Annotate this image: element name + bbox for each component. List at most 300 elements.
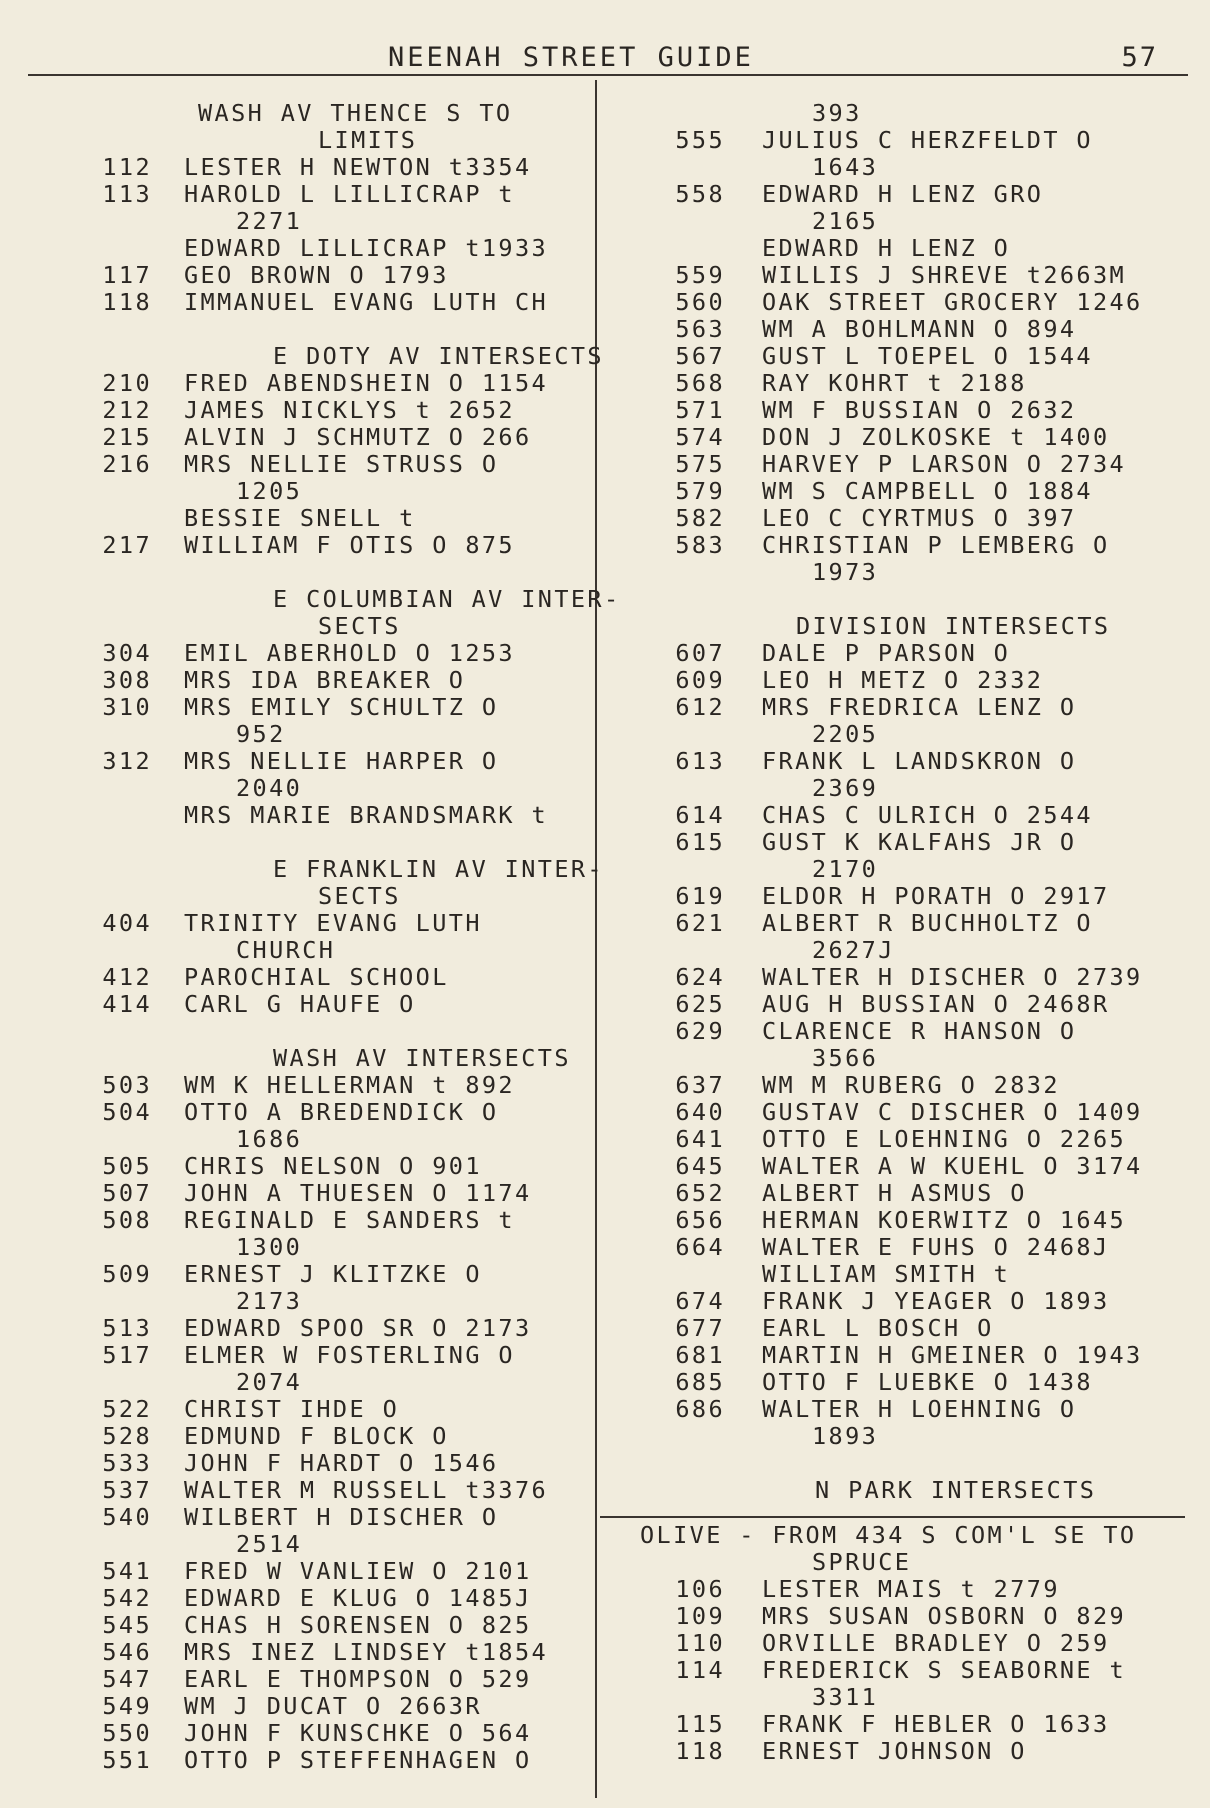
entry-text: DIVISION INTERSECTS bbox=[796, 612, 1111, 640]
house-number: 115 bbox=[675, 1710, 725, 1738]
entry-text: WASH AV THENCE S TO bbox=[198, 99, 513, 127]
house-number: 637 bbox=[675, 1071, 725, 1099]
resident-name: PAROCHIAL SCHOOL bbox=[184, 963, 449, 991]
house-number: 645 bbox=[675, 1152, 725, 1180]
house-number: 507 bbox=[102, 1179, 152, 1207]
resident-name: RAY KOHRT t 2188 bbox=[762, 369, 1027, 397]
directory-entry bbox=[88, 1477, 588, 1504]
house-number: 574 bbox=[675, 423, 725, 451]
house-number: 677 bbox=[675, 1314, 725, 1342]
resident-name: ALVIN J SCHMUTZ O 266 bbox=[184, 423, 532, 451]
directory-entry bbox=[640, 1711, 1200, 1738]
resident-name: CHRIS NELSON O 901 bbox=[184, 1152, 482, 1180]
directory-entry bbox=[88, 991, 588, 1018]
directory-entry bbox=[88, 775, 588, 802]
house-number: 652 bbox=[675, 1179, 725, 1207]
resident-name: WALTER M RUSSELL t3376 bbox=[184, 1476, 549, 1504]
directory-entry bbox=[640, 181, 1200, 208]
entry-text: WASH AV INTERSECTS bbox=[273, 1044, 571, 1072]
directory-entry bbox=[640, 1342, 1200, 1369]
resident-name: GUSTAV C DISCHER O 1409 bbox=[762, 1098, 1143, 1126]
blank-line bbox=[88, 559, 588, 586]
directory-entry bbox=[88, 532, 588, 559]
directory-entry bbox=[640, 775, 1200, 802]
directory-entry bbox=[640, 883, 1200, 910]
entry-text: 2170 bbox=[812, 855, 879, 883]
house-number: 686 bbox=[675, 1395, 725, 1423]
street-heading bbox=[88, 100, 588, 127]
resident-name: FRED W VANLIEW O 2101 bbox=[184, 1557, 532, 1585]
directory-entry bbox=[88, 1558, 588, 1585]
resident-name: WM S CAMPBELL O 1884 bbox=[762, 477, 1093, 505]
entry-text: 2627J bbox=[812, 936, 895, 964]
resident-name: WM K HELLERMAN t 892 bbox=[184, 1071, 515, 1099]
resident-name: ELDOR H PORATH O 2917 bbox=[762, 882, 1110, 910]
resident-name: JULIUS C HERZFELDT O bbox=[762, 126, 1093, 154]
house-number: 640 bbox=[675, 1098, 725, 1126]
directory-entry bbox=[88, 937, 588, 964]
resident-name: MRS IDA BREAKER O bbox=[184, 666, 466, 694]
resident-name: CHAS C ULRICH O 2544 bbox=[762, 801, 1093, 829]
house-number: 517 bbox=[102, 1341, 152, 1369]
house-number: 109 bbox=[675, 1602, 725, 1630]
street-heading bbox=[640, 1522, 1200, 1549]
resident-name: JOHN A THUESEN O 1174 bbox=[184, 1179, 532, 1207]
directory-entry bbox=[640, 829, 1200, 856]
directory-entry bbox=[88, 721, 588, 748]
directory-entry bbox=[88, 397, 588, 424]
house-number: 549 bbox=[102, 1692, 152, 1720]
page-header bbox=[28, 36, 1188, 76]
resident-name: BESSIE SNELL t bbox=[184, 504, 416, 532]
entry-text: 952 bbox=[236, 720, 286, 748]
entry-text: 1686 bbox=[236, 1125, 303, 1153]
house-number: 216 bbox=[102, 450, 152, 478]
house-number: 304 bbox=[102, 639, 152, 667]
resident-name: JOHN F KUNSCHKE O 564 bbox=[184, 1719, 532, 1747]
resident-name: WM M RUBERG O 2832 bbox=[762, 1071, 1060, 1099]
house-number: 641 bbox=[675, 1125, 725, 1153]
directory-entry bbox=[640, 1180, 1200, 1207]
house-number: 113 bbox=[102, 180, 152, 208]
entry-text: E FRANKLIN AV INTER- bbox=[273, 855, 604, 883]
directory-entry bbox=[640, 640, 1200, 667]
directory-entry bbox=[640, 991, 1200, 1018]
house-number: 559 bbox=[675, 261, 725, 289]
directory-entry bbox=[640, 1549, 1200, 1576]
directory-entry bbox=[88, 748, 588, 775]
directory-entry bbox=[640, 1684, 1200, 1711]
house-number: 624 bbox=[675, 963, 725, 991]
directory-entry bbox=[640, 1630, 1200, 1657]
entry-text: SECTS bbox=[318, 612, 401, 640]
entry-text: 1205 bbox=[236, 477, 303, 505]
resident-name: OTTO A BREDENDICK O bbox=[184, 1098, 499, 1126]
house-number: 547 bbox=[102, 1665, 152, 1693]
entry-text: SPRUCE bbox=[812, 1548, 912, 1576]
directory-entry bbox=[640, 721, 1200, 748]
resident-name: LEO C CYRTMUS O 397 bbox=[762, 504, 1077, 532]
street-heading bbox=[88, 1045, 588, 1072]
entry-text: 2514 bbox=[236, 1530, 303, 1558]
directory-entry bbox=[640, 1126, 1200, 1153]
blank-line bbox=[640, 586, 1200, 613]
resident-name: WILLIAM SMITH t bbox=[762, 1260, 1011, 1288]
resident-name: MARTIN H GMEINER O 1943 bbox=[762, 1341, 1143, 1369]
resident-name: OTTO E LOEHNING O 2265 bbox=[762, 1125, 1127, 1153]
column-divider bbox=[595, 80, 597, 1798]
resident-name: ELMER W FOSTERLING O bbox=[184, 1341, 515, 1369]
blank-line bbox=[640, 1450, 1200, 1477]
entry-text: 393 bbox=[812, 99, 862, 127]
directory-entry bbox=[640, 208, 1200, 235]
resident-name: FRANK L LANDSKRON O bbox=[762, 747, 1077, 775]
directory-entry bbox=[640, 316, 1200, 343]
directory-entry bbox=[640, 1288, 1200, 1315]
resident-name: JOHN F HARDT O 1546 bbox=[184, 1449, 499, 1477]
directory-entry bbox=[88, 640, 588, 667]
house-number: 567 bbox=[675, 342, 725, 370]
entry-text: 2165 bbox=[812, 207, 879, 235]
resident-name: MRS FREDRICA LENZ O bbox=[762, 693, 1077, 721]
directory-entry bbox=[88, 262, 588, 289]
blank-line bbox=[88, 1018, 588, 1045]
house-number: 522 bbox=[102, 1395, 152, 1423]
directory-entry bbox=[88, 694, 588, 721]
resident-name: ERNEST JOHNSON O bbox=[762, 1737, 1027, 1765]
resident-name: MRS NELLIE STRUSS O bbox=[184, 450, 499, 478]
right-column bbox=[640, 100, 1200, 1765]
directory-entry bbox=[640, 100, 1200, 127]
directory-entry bbox=[88, 1072, 588, 1099]
street-heading bbox=[88, 883, 588, 910]
directory-entry bbox=[640, 1576, 1200, 1603]
street-heading bbox=[640, 613, 1200, 640]
resident-name: MRS MARIE BRANDSMARK t bbox=[184, 801, 549, 829]
resident-name: EDMUND F BLOCK O bbox=[184, 1422, 449, 1450]
directory-entry bbox=[88, 1585, 588, 1612]
house-number: 558 bbox=[675, 180, 725, 208]
house-number: 582 bbox=[675, 504, 725, 532]
resident-name: WILLIAM F OTIS O 875 bbox=[184, 531, 515, 559]
entry-text: E DOTY AV INTERSECTS bbox=[273, 342, 604, 370]
directory-entry bbox=[88, 802, 588, 829]
directory-entry bbox=[640, 1234, 1200, 1261]
street-heading bbox=[88, 342, 604, 370]
resident-name: FRED ABENDSHEIN O 1154 bbox=[184, 369, 549, 397]
directory-entry bbox=[640, 802, 1200, 829]
directory-entry bbox=[640, 127, 1200, 154]
street-heading bbox=[88, 613, 588, 640]
directory-entry bbox=[640, 397, 1200, 424]
directory-entry bbox=[640, 343, 1200, 370]
resident-name: EDWARD E KLUG O 1485J bbox=[184, 1584, 532, 1612]
house-number: 563 bbox=[675, 315, 725, 343]
entry-text: 2369 bbox=[812, 774, 879, 802]
house-number: 217 bbox=[102, 531, 152, 559]
resident-name: HAROLD L LILLICRAP t bbox=[184, 180, 515, 208]
street-heading bbox=[88, 127, 588, 154]
house-number: 212 bbox=[102, 396, 152, 424]
house-number: 664 bbox=[675, 1233, 725, 1261]
directory-entry bbox=[88, 1153, 588, 1180]
directory-entry bbox=[640, 1045, 1200, 1072]
resident-name: CHRISTIAN P LEMBERG O bbox=[762, 531, 1110, 559]
directory-entry bbox=[88, 1261, 588, 1288]
house-number: 579 bbox=[675, 477, 725, 505]
resident-name: EARL L BOSCH O bbox=[762, 1314, 994, 1342]
street-heading bbox=[640, 1477, 1200, 1504]
resident-name: FRANK J YEAGER O 1893 bbox=[762, 1287, 1110, 1315]
resident-name: EDWARD LILLICRAP t1933 bbox=[184, 234, 549, 262]
house-number: 310 bbox=[102, 693, 152, 721]
directory-entry bbox=[640, 1099, 1200, 1126]
house-number: 685 bbox=[675, 1368, 725, 1396]
house-number: 112 bbox=[102, 153, 152, 181]
directory-entry bbox=[640, 1738, 1200, 1765]
entry-text: CHURCH bbox=[236, 936, 336, 964]
directory-entry bbox=[640, 1261, 1200, 1288]
house-number: 607 bbox=[675, 639, 725, 667]
directory-entry bbox=[88, 1639, 588, 1666]
resident-name: MRS NELLIE HARPER O bbox=[184, 747, 499, 775]
directory-entry bbox=[88, 478, 588, 505]
directory-entry bbox=[640, 1657, 1200, 1684]
resident-name: HERMAN KOERWITZ O 1645 bbox=[762, 1206, 1127, 1234]
resident-name: GEO BROWN O 1793 bbox=[184, 261, 449, 289]
house-number: 505 bbox=[102, 1152, 152, 1180]
house-number: 508 bbox=[102, 1206, 152, 1234]
directory-entry bbox=[640, 1603, 1200, 1630]
resident-name: EDWARD SPOO SR O 2173 bbox=[184, 1314, 532, 1342]
entry-text: 2040 bbox=[236, 774, 303, 802]
house-number: 629 bbox=[675, 1017, 725, 1045]
directory-entry bbox=[640, 667, 1200, 694]
resident-name: MRS INEZ LINDSEY t1854 bbox=[184, 1638, 549, 1666]
house-number: 312 bbox=[102, 747, 152, 775]
house-number: 614 bbox=[675, 801, 725, 829]
directory-entry bbox=[88, 1234, 588, 1261]
resident-name: LESTER H NEWTON t3354 bbox=[184, 153, 532, 181]
directory-entry bbox=[88, 1288, 588, 1315]
entry-text: 2205 bbox=[812, 720, 879, 748]
directory-entry bbox=[88, 208, 588, 235]
blank-line bbox=[88, 829, 588, 856]
house-number: 537 bbox=[102, 1476, 152, 1504]
resident-name: HARVEY P LARSON O 2734 bbox=[762, 450, 1127, 478]
directory-entry bbox=[88, 1423, 588, 1450]
resident-name: WALTER H LOEHNING O bbox=[762, 1395, 1077, 1423]
directory-entry bbox=[640, 1072, 1200, 1099]
resident-name: ERNEST J KLITZKE O bbox=[184, 1260, 482, 1288]
resident-name: MRS EMILY SCHULTZ O bbox=[184, 693, 499, 721]
resident-name: IMMANUEL EVANG LUTH CH bbox=[184, 288, 549, 316]
directory-entry bbox=[88, 1666, 588, 1693]
house-number: 568 bbox=[675, 369, 725, 397]
house-number: 560 bbox=[675, 288, 725, 316]
directory-entry bbox=[640, 370, 1200, 397]
resident-name: WALTER A W KUEHL O 3174 bbox=[762, 1152, 1143, 1180]
directory-entry bbox=[88, 667, 588, 694]
entry-text: 1643 bbox=[812, 153, 879, 181]
house-number: 308 bbox=[102, 666, 152, 694]
resident-name: WM J DUCAT O 2663R bbox=[184, 1692, 482, 1720]
entry-text: 2074 bbox=[236, 1368, 303, 1396]
resident-name: WM A BOHLMANN O 894 bbox=[762, 315, 1077, 343]
street-heading bbox=[88, 585, 621, 613]
header-rule bbox=[28, 74, 1188, 76]
resident-name: LEO H METZ O 2332 bbox=[762, 666, 1044, 694]
directory-entry bbox=[88, 289, 588, 316]
house-number: 540 bbox=[102, 1503, 152, 1531]
directory-entry bbox=[88, 1342, 588, 1369]
directory-entry bbox=[88, 505, 588, 532]
resident-name: EARL E THOMPSON O 529 bbox=[184, 1665, 532, 1693]
resident-name: EMIL ABERHOLD O 1253 bbox=[184, 639, 515, 667]
house-number: 513 bbox=[102, 1314, 152, 1342]
house-number: 619 bbox=[675, 882, 725, 910]
house-number: 613 bbox=[675, 747, 725, 775]
resident-name: DALE P PARSON O bbox=[762, 639, 1011, 667]
directory-entry bbox=[640, 1369, 1200, 1396]
house-number: 555 bbox=[675, 126, 725, 154]
directory-entry bbox=[88, 181, 588, 208]
house-number: 583 bbox=[675, 531, 725, 559]
street-separator bbox=[600, 1516, 1185, 1518]
directory-entry bbox=[640, 424, 1200, 451]
house-number: 504 bbox=[102, 1098, 152, 1126]
entry-text: 2271 bbox=[236, 207, 303, 235]
resident-name: CLARENCE R HANSON O bbox=[762, 1017, 1077, 1045]
house-number: 117 bbox=[102, 261, 152, 289]
resident-name: GUST K KALFAHS JR O bbox=[762, 828, 1077, 856]
entry-text: OLIVE - FROM 434 S COM'L SE TO bbox=[640, 1521, 1137, 1549]
directory-entry bbox=[640, 559, 1200, 586]
entry-text: E COLUMBIAN AV INTER- bbox=[273, 585, 621, 613]
directory-entry bbox=[88, 1693, 588, 1720]
resident-name: WALTER E FUHS O 2468J bbox=[762, 1233, 1110, 1261]
directory-entry bbox=[88, 964, 588, 991]
house-number: 215 bbox=[102, 423, 152, 451]
house-number: 414 bbox=[102, 990, 152, 1018]
resident-name: LESTER MAIS t 2779 bbox=[762, 1575, 1060, 1603]
directory-entry bbox=[640, 1315, 1200, 1342]
entry-text: LIMITS bbox=[318, 126, 418, 154]
entry-text: N PARK INTERSECTS bbox=[815, 1476, 1097, 1504]
entry-text: 3566 bbox=[812, 1044, 879, 1072]
directory-entry bbox=[88, 1126, 588, 1153]
directory-entry bbox=[640, 1153, 1200, 1180]
house-number: 110 bbox=[675, 1629, 725, 1657]
house-number: 656 bbox=[675, 1206, 725, 1234]
resident-name: FRANK F HEBLER O 1633 bbox=[762, 1710, 1110, 1738]
resident-name: TRINITY EVANG LUTH bbox=[184, 909, 482, 937]
resident-name: AUG H BUSSIAN O 2468R bbox=[762, 990, 1110, 1018]
directory-entry bbox=[88, 424, 588, 451]
directory-entry bbox=[88, 1099, 588, 1126]
directory-entry bbox=[640, 1423, 1200, 1450]
resident-name: WILLIS J SHREVE t2663M bbox=[762, 261, 1127, 289]
directory-entry bbox=[640, 748, 1200, 775]
directory-entry bbox=[88, 1720, 588, 1747]
directory-entry bbox=[88, 235, 588, 262]
resident-name: DON J ZOLKOSKE t 1400 bbox=[762, 423, 1110, 451]
resident-name: WM F BUSSIAN O 2632 bbox=[762, 396, 1077, 424]
house-number: 533 bbox=[102, 1449, 152, 1477]
resident-name: GUST L TOEPEL O 1544 bbox=[762, 342, 1093, 370]
directory-entry bbox=[88, 1450, 588, 1477]
resident-name: OTTO F LUEBKE O 1438 bbox=[762, 1368, 1093, 1396]
house-number: 541 bbox=[102, 1557, 152, 1585]
house-number: 509 bbox=[102, 1260, 152, 1288]
resident-name: CHRIST IHDE O bbox=[184, 1395, 400, 1423]
house-number: 571 bbox=[675, 396, 725, 424]
page-number: 57 bbox=[1121, 42, 1158, 73]
left-column bbox=[88, 99, 621, 1774]
resident-name: WALTER H DISCHER O 2739 bbox=[762, 963, 1143, 991]
directory-entry bbox=[640, 1396, 1200, 1423]
resident-name: CARL G HAUFE O bbox=[184, 990, 416, 1018]
directory-entry bbox=[640, 937, 1200, 964]
directory-entry bbox=[640, 262, 1200, 289]
directory-entry bbox=[88, 1504, 588, 1531]
house-number: 118 bbox=[675, 1737, 725, 1765]
entry-text: SECTS bbox=[318, 882, 401, 910]
house-number: 551 bbox=[102, 1746, 152, 1774]
directory-entry bbox=[88, 1207, 588, 1234]
page-title: NEENAH STREET GUIDE bbox=[388, 42, 754, 73]
house-number: 528 bbox=[102, 1422, 152, 1450]
house-number: 503 bbox=[102, 1071, 152, 1099]
resident-name: ORVILLE BRADLEY O 259 bbox=[762, 1629, 1110, 1657]
house-number: 546 bbox=[102, 1638, 152, 1666]
resident-name: OAK STREET GROCERY 1246 bbox=[762, 288, 1143, 316]
directory-entry bbox=[640, 964, 1200, 991]
resident-name: MRS SUSAN OSBORN O 829 bbox=[762, 1602, 1127, 1630]
directory-entry bbox=[88, 1180, 588, 1207]
entry-text: 1300 bbox=[236, 1233, 303, 1261]
directory-entry bbox=[88, 1747, 588, 1774]
house-number: 210 bbox=[102, 369, 152, 397]
resident-name: ALBERT H ASMUS O bbox=[762, 1179, 1027, 1207]
house-number: 625 bbox=[675, 990, 725, 1018]
directory-entry bbox=[88, 154, 588, 181]
resident-name: ALBERT R BUCHHOLTZ O bbox=[762, 909, 1093, 937]
directory-entry bbox=[88, 1396, 588, 1423]
directory-entry bbox=[640, 910, 1200, 937]
entry-text: 1973 bbox=[812, 558, 879, 586]
directory-entry bbox=[640, 505, 1200, 532]
resident-name: CHAS H SORENSEN O 825 bbox=[184, 1611, 532, 1639]
house-number: 114 bbox=[675, 1656, 725, 1684]
resident-name: JAMES NICKLYS t 2652 bbox=[184, 396, 515, 424]
resident-name: WILBERT H DISCHER O bbox=[184, 1503, 499, 1531]
entry-text: 1893 bbox=[812, 1422, 879, 1450]
entry-text: 3311 bbox=[812, 1683, 879, 1711]
resident-name: OTTO P STEFFENHAGEN O bbox=[184, 1746, 532, 1774]
resident-name: REGINALD E SANDERS t bbox=[184, 1206, 515, 1234]
house-number: 545 bbox=[102, 1611, 152, 1639]
directory-entry bbox=[640, 451, 1200, 478]
house-number: 118 bbox=[102, 288, 152, 316]
house-number: 404 bbox=[102, 909, 152, 937]
resident-name: EDWARD H LENZ GRO bbox=[762, 180, 1044, 208]
directory-entry bbox=[88, 1612, 588, 1639]
house-number: 609 bbox=[675, 666, 725, 694]
house-number: 575 bbox=[675, 450, 725, 478]
directory-entry bbox=[640, 1207, 1200, 1234]
house-number: 542 bbox=[102, 1584, 152, 1612]
